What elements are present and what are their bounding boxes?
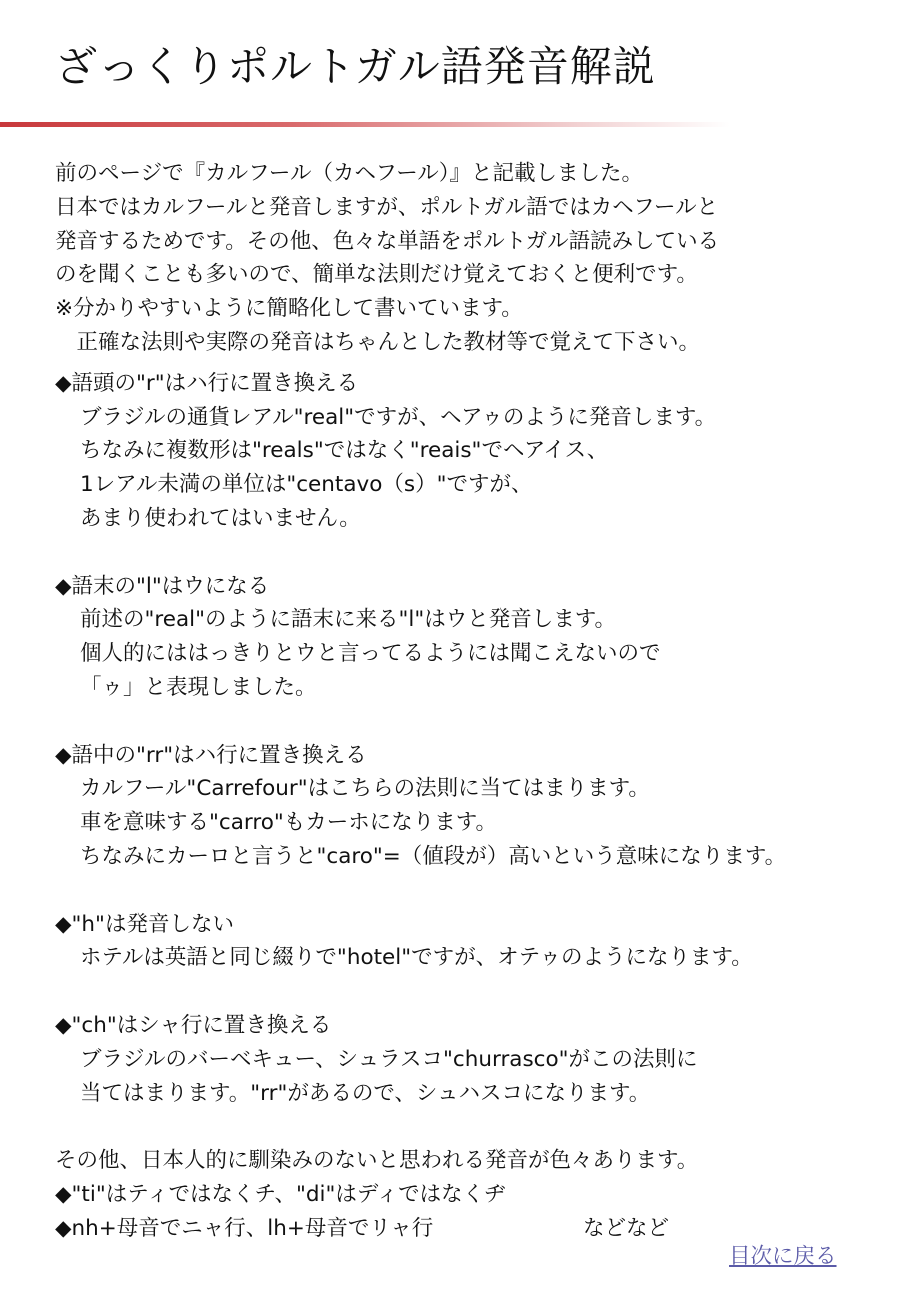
rule-heading: ◆"h"は発音しない [55,911,234,937]
rule-heading: ◆"ch"はシャ行に置き換える [55,1012,332,1038]
intro-note: 正確な法則や実際の発音はちゃんとした教材等で覚えて下さい。 [55,329,701,355]
intro-line: 前のページで『カルフール（カヘフール）』と記載しました。 [55,161,644,186]
rule-line: 「ゥ」と表現しました。 [80,674,317,700]
rule-line: あまり使われてはいません。 [80,505,361,531]
outro-section [55,1144,905,1245]
page-title: ざっくりポルトガル語発音解説 [55,42,656,91]
rule-line: カルフール"Carrefour"はこちらの法則に当てはまります。 [80,776,650,802]
rule-line: 個人的にははっきりとウと言ってるようには聞こえないので [80,641,661,667]
rule-section-ch [55,1009,905,1110]
intro-note: ※分かりやすいように簡略化して書いています。 [55,296,523,322]
rule-section-initial-r [55,367,905,536]
article-body [55,157,905,1246]
outro-line: その他、日本人的に馴染みのないと思われる発音が色々あります。 [55,1148,699,1174]
rule-line: ちなみにカーロと言うと"caro"=（値段が）高いという意味になります。 [80,843,787,869]
intro-paragraph [55,157,905,360]
rule-heading: ◆語頭の"r"はハ行に置き換える [55,370,359,396]
intro-line: のを聞くことも多いので、簡単な法則だけ覚えておくと便利です。 [55,262,698,288]
outro-rule-ti-di: ◆"ti"はティではなくチ、"di"はディではなくヂ [55,1181,506,1207]
rule-line: 1レアル未満の単位は"centavo（s）"ですが、 [80,472,533,498]
rule-line: 車を意味する"carro"もカーホになります。 [80,810,498,836]
intro-line: 日本ではカルフールと発音しますが、ポルトガル語ではカヘフールと [55,194,719,220]
rule-section-silent-h [55,908,905,976]
back-to-toc-link[interactable]: 目次に戻る [729,1244,837,1269]
rule-line: 前述の"real"のように語末に来る"l"はウと発音します。 [80,607,617,633]
rule-section-final-l [55,570,905,705]
outro-rule-text: ◆nh+母音でニャ行、lh+母音でリャ行 [55,1215,434,1241]
rule-line: ホテルは英語と同じ綴りで"hotel"ですが、オテゥのようになります。 [80,945,753,971]
intro-line: 発音するためです。その他、色々な単語をポルトガル語読みしている [55,228,720,254]
rule-line: ちなみに複数形は"reals"ではなく"reais"でヘアイス、 [80,438,609,464]
rule-heading: ◆語末の"l"はウになる [55,573,270,599]
title-underline [0,122,730,127]
rule-heading: ◆語中の"rr"はハ行に置き換える [55,742,367,768]
rule-line: ブラジルの通貨レアル"real"ですが、ヘアゥのように発音します。 [80,404,717,430]
rule-line: 当てはまります。"rr"があるので、シュハスコになります。 [80,1080,651,1106]
etc-text: などなど [583,1215,670,1241]
rule-line: ブラジルのバーベキュー、シュラスコ"churrasco"がこの法則に [80,1046,698,1072]
rule-section-medial-rr [55,739,905,874]
